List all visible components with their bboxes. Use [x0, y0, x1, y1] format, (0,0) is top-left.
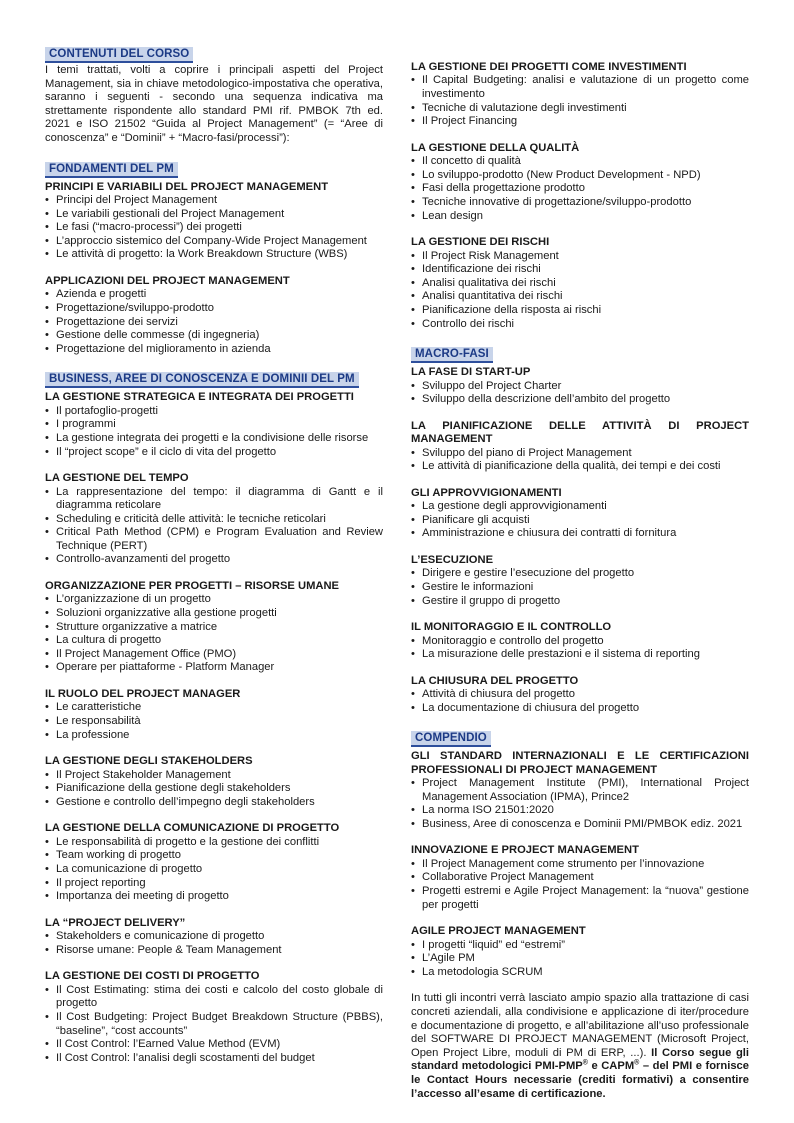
section-la-gestione-dei-progetti-come-investimen — [411, 61, 749, 129]
list-item: • Sviluppo del piano di Project Management — [411, 447, 749, 461]
list-item: • Le attività di progetto: la Work Breakdown Structure (WBS) — [45, 248, 383, 262]
list-item: • Progetti estremi e Agile Project Management: la “nuova” gestione per progetti — [411, 885, 749, 912]
list-item: • Gestire le informazioni — [411, 581, 749, 595]
group-heading-macro-fasi: MACRO-FASI — [411, 347, 493, 363]
list-item: • Soluzioni organizzative alla gestione progetti — [45, 607, 383, 621]
list-item: • Progettazione dei servizi — [45, 316, 383, 330]
list-item: • Amministrazione e chiusura dei contratti di fornitura — [411, 527, 749, 541]
section-agile-project-management — [411, 925, 749, 979]
list-item: • Il concetto di qualità — [411, 155, 749, 169]
section-list — [45, 984, 383, 1066]
section-list — [411, 567, 749, 608]
list-item: • Progettazione/sviluppo-prodotto — [45, 302, 383, 316]
group-heading-wrap — [411, 344, 749, 363]
list-item: • Importanza dei meeting di progetto — [45, 890, 383, 904]
list-item: • Business, Aree di conoscenza e Dominii PMI/PMBOK ediz. 2021 — [411, 818, 749, 832]
list-item: • Fasi della progettazione prodotto — [411, 182, 749, 196]
section-title: APPLICAZIONI DEL PROJECT MANAGEMENT — [45, 274, 290, 287]
list-item: • Le variabili gestionali del Project Management — [45, 208, 383, 222]
group-heading-wrap — [45, 159, 383, 178]
list-item: • Attività di chiusura del progetto — [411, 688, 749, 702]
section-list — [411, 500, 749, 541]
section-list — [45, 288, 383, 356]
section-list — [45, 701, 383, 742]
list-item: • Il Project Management come strumento per l’innovazione — [411, 858, 749, 872]
section-la-fase-di-start-up — [411, 366, 749, 407]
list-item: • Tecniche di valutazione degli investimenti — [411, 102, 749, 116]
right-column — [411, 44, 749, 1101]
section-title: GLI STANDARD INTERNAZIONALI E LE CERTIFICAZIONI PROFESSIONALI DI PROJECT MANAGEMENT — [411, 750, 749, 776]
section-title: LA GESTIONE DEI PROGETTI COME INVESTIMENTI — [411, 61, 687, 73]
left-column — [45, 44, 383, 1065]
section-list — [45, 405, 383, 459]
group-heading-fondamenti-del-pm: FONDAMENTI DEL PM — [45, 162, 178, 178]
list-item: • Il Project Risk Management — [411, 250, 749, 264]
list-item: • Controllo dei rischi — [411, 318, 749, 332]
list-item: • Sviluppo del Project Charter — [411, 380, 749, 394]
section-list — [411, 250, 749, 332]
list-item: • La cultura di progetto — [45, 634, 383, 648]
list-item: • Il Project Stakeholder Management — [45, 769, 383, 783]
section-la-gestione-degli-stakeholders — [45, 755, 383, 809]
list-item: • Dirigere e gestire l’esecuzione del progetto — [411, 567, 749, 581]
group-heading-contenuti-del-corso: CONTENUTI DEL CORSO — [45, 47, 193, 63]
section-gli-approvvigionamenti — [411, 487, 749, 541]
section-la-gestione-strategica-e-integrata-dei-p — [45, 391, 383, 459]
list-item: • Controllo-avanzamenti del progetto — [45, 553, 383, 567]
section-title: LA GESTIONE DEL TEMPO — [45, 472, 189, 485]
section-organizzazione-per-progetti-risorse-uman — [45, 580, 383, 675]
section-la-project-delivery — [45, 917, 383, 958]
section-la-gestione-dei-rischi — [411, 236, 749, 331]
list-item: • L’Agile PM — [411, 952, 749, 966]
list-item: • L’organizzazione di un progetto — [45, 593, 383, 607]
section-title: LA GESTIONE DEGLI STAKEHOLDERS — [45, 755, 253, 768]
list-item: • Project Management Institute (PMI), International Project Management Association (IPMA), Prince2 — [411, 777, 749, 804]
list-item: • La norma ISO 21501:2020 — [411, 804, 749, 818]
group-heading-business-aree-di-conoscenza-e-dominii-de: BUSINESS, AREE DI CONOSCENZA E DOMINII DEL PM — [45, 372, 359, 388]
section-il-monitoraggio-e-il-controllo — [411, 621, 749, 662]
list-item: • Il Cost Control: l’Earned Value Method (EVM) — [45, 1038, 383, 1052]
list-item: • I progetti “liquid” ed “estremi” — [411, 939, 749, 953]
section-list — [45, 593, 383, 675]
section-list — [411, 155, 749, 223]
list-item: • La gestione integrata dei progetti e la condivisione delle risorse — [45, 432, 383, 446]
list-item: • La gestione degli approvvigionamenti — [411, 500, 749, 514]
list-item: • Analisi quantitativa dei rischi — [411, 290, 749, 304]
section-title: LA GESTIONE DEI COSTI DI PROGETTO — [45, 970, 260, 983]
section-la-gestione-del-tempo — [45, 472, 383, 567]
list-item: • Il project reporting — [45, 877, 383, 891]
section-il-ruolo-del-project-manager — [45, 688, 383, 742]
section-la-chiusura-del-progetto — [411, 675, 749, 716]
list-item: • Collaborative Project Management — [411, 871, 749, 885]
list-item: • Azienda e progetti — [45, 288, 383, 302]
list-item: • Pianificare gli acquisti — [411, 514, 749, 528]
section-title: INNOVAZIONE E PROJECT MANAGEMENT — [411, 844, 639, 857]
list-item: • Le caratteristiche — [45, 701, 383, 715]
section-title: LA GESTIONE DELLA QUALITÀ — [411, 141, 580, 154]
section-applicazioni-del-project-management — [45, 275, 383, 356]
section-title: LA GESTIONE DEI RISCHI — [411, 236, 550, 249]
list-item: • Identificazione dei rischi — [411, 263, 749, 277]
list-item: • Gestire il gruppo di progetto — [411, 595, 749, 609]
list-item: • La metodologia SCRUM — [411, 966, 749, 980]
intro-paragraph: I temi trattati, volti a coprire i principali aspetti del Project Management, sia in chiave metodologico-impostativa che operativa, saranno i seguenti - secondo una sequenza indicativa ma strettamente rispondente allo standard PMI rif. PMBOK 7th ed. 2021 e ISO 21502 “Guida al Project Management” (= “Aree di conoscenza” e “Dominii” + “Macro-fasi/processi”): — [45, 64, 383, 144]
certification-note-part: e CAPM — [587, 1060, 635, 1073]
section-list — [411, 447, 749, 474]
list-item: • Le responsabilità — [45, 715, 383, 729]
certification-note-part: Il Corso segue gli standard metodologici PMI-PMP — [411, 1046, 750, 1073]
section-list — [411, 777, 749, 831]
closing-paragraph — [411, 992, 749, 1101]
section-list — [411, 688, 749, 715]
section-title: LA GESTIONE DELLA COMUNICAZIONE DI PROGETTO — [45, 822, 340, 835]
section-list — [411, 939, 749, 980]
list-item: • Critical Path Method (CPM) e Program Evaluation and Review Technique (PERT) — [45, 526, 383, 553]
list-item: • Operare per piattaforme - Platform Manager — [45, 661, 383, 675]
list-item: • La rappresentazione del tempo: il diagramma di Gantt e il diagramma reticolare — [45, 486, 383, 513]
section-title: LA “PROJECT DELIVERY” — [45, 916, 186, 929]
section-la-pianificazione-delle-attivita-di-proj — [411, 420, 749, 474]
section-title: GLI APPROVVIGIONAMENTI — [411, 486, 562, 499]
list-item: • La documentazione di chiusura del progetto — [411, 702, 749, 716]
list-item: • La misurazione delle prestazioni e il sistema di reporting — [411, 648, 749, 662]
group-heading-wrap — [45, 44, 383, 63]
list-item: • La comunicazione di progetto — [45, 863, 383, 877]
section-title: PRINCIPI E VARIABILI DEL PROJECT MANAGEMENT — [45, 180, 329, 193]
section-title: L’ESECUZIONE — [411, 553, 494, 566]
list-item: • Gestione e controllo dell’impegno degli stakeholders — [45, 796, 383, 810]
section-title: LA FASE DI START-UP — [411, 366, 531, 379]
list-item: • Strutture organizzative a matrice — [45, 621, 383, 635]
list-item: • Scheduling e criticità delle attività: le tecniche reticolari — [45, 513, 383, 527]
group-heading-wrap — [411, 728, 749, 747]
list-item: • Lo sviluppo-prodotto (New Product Development - NPD) — [411, 169, 749, 183]
list-item: • Principi del Project Management — [45, 194, 383, 208]
list-item: • I programmi — [45, 418, 383, 432]
section-list — [45, 486, 383, 568]
section-la-gestione-dei-costi-di-progetto — [45, 970, 383, 1065]
section-la-gestione-della-qualita — [411, 142, 749, 223]
section-innovazione-e-project-management — [411, 844, 749, 912]
section-list — [411, 380, 749, 407]
list-item: • Monitoraggio e controllo del progetto — [411, 635, 749, 649]
section-principi-e-variabili-del-project-managem — [45, 181, 383, 262]
section-gli-standard-internazionali-e-le-certifi — [411, 750, 749, 831]
list-item: • Lean design — [411, 210, 749, 224]
group-heading-wrap — [45, 369, 383, 388]
section-l-esecuzione — [411, 554, 749, 608]
section-list — [45, 769, 383, 810]
list-item: • Il portafoglio-progetti — [45, 405, 383, 419]
list-item: • Gestione delle commesse (di ingegneria) — [45, 329, 383, 343]
group-heading-compendio: COMPENDIO — [411, 731, 491, 747]
section-list — [45, 930, 383, 957]
list-item: • Risorse umane: People & Team Management — [45, 944, 383, 958]
section-title: LA GESTIONE STRATEGICA E INTEGRATA DEI PROGETTI — [45, 391, 354, 404]
list-item: • Il Cost Control: l’analisi degli scostamenti del budget — [45, 1052, 383, 1066]
section-list — [411, 635, 749, 662]
list-item: • Le responsabilità di progetto e la gestione dei conflitti — [45, 836, 383, 850]
list-item: • Il Project Financing — [411, 115, 749, 129]
list-item: • Team working di progetto — [45, 849, 383, 863]
list-item: • Tecniche innovative di progettazione/sviluppo-prodotto — [411, 196, 749, 210]
list-item: • Pianificazione della gestione degli stakeholders — [45, 782, 383, 796]
list-item: • Stakeholders e comunicazione di progetto — [45, 930, 383, 944]
registered-mark: ® — [582, 1059, 588, 1067]
list-item: • Progettazione del miglioramento in azienda — [45, 343, 383, 357]
list-item: • Le fasi (“macro-processi”) dei progetti — [45, 221, 383, 235]
list-item: • L’approccio sistemico del Company-Wide Project Management — [45, 235, 383, 249]
section-title: LA PIANIFICAZIONE DELLE ATTIVITÀ DI PROJECT MANAGEMENT — [411, 419, 749, 446]
section-list — [411, 858, 749, 912]
certification-note-part: – del PMI e fornisce le Contact Hours necessarie (crediti formativi) a consentire l’accesso all’esame di certificazione. — [411, 1060, 749, 1100]
closing-text: In tutti gli incontri verrà lasciato ampio spazio alla trattazione di casi concreti aziendali, alla condivisione e applicazione di iter/procedure e documentazione di progetto, e all’abilitazione all’uso professionale del SOFTWARE DI PROJECT MANAGEMENT (Microsoft Project, Open Project Libre, moduli di PM di ERP, ...). — [411, 992, 749, 1059]
list-item: • Il Capital Budgeting: analisi e valutazione di un progetto come investimento — [411, 74, 749, 101]
list-item: • Il Cost Budgeting: Project Budget Breakdown Structure (PBBS), “baseline”, “cost accounts” — [45, 1011, 383, 1038]
section-title: ORGANIZZAZIONE PER PROGETTI – RISORSE UMANE — [45, 580, 340, 593]
list-item: • Sviluppo della descrizione dell’ambito del progetto — [411, 393, 749, 407]
section-title: LA CHIUSURA DEL PROGETTO — [411, 674, 579, 687]
section-list — [45, 194, 383, 262]
section-title: IL RUOLO DEL PROJECT MANAGER — [45, 688, 241, 701]
section-la-gestione-della-comunicazione-di-proge — [45, 822, 383, 903]
list-item: • Il Project Management Office (PMO) — [45, 648, 383, 662]
list-item: • La professione — [45, 729, 383, 743]
registered-mark: ® — [634, 1059, 640, 1067]
list-item: • Il Cost Estimating: stima dei costi e calcolo del costo globale di progetto — [45, 984, 383, 1011]
list-item: • Pianificazione della risposta ai rischi — [411, 304, 749, 318]
section-title: AGILE PROJECT MANAGEMENT — [411, 925, 586, 938]
section-list — [411, 74, 749, 128]
list-item: • Analisi qualitativa dei rischi — [411, 277, 749, 291]
section-list — [45, 836, 383, 904]
list-item: • Il “project scope” e il ciclo di vita del progetto — [45, 446, 383, 460]
section-title: IL MONITORAGGIO E IL CONTROLLO — [411, 621, 612, 634]
list-item: • Le attività di pianificazione della qualità, dei tempi e dei costi — [411, 460, 749, 474]
